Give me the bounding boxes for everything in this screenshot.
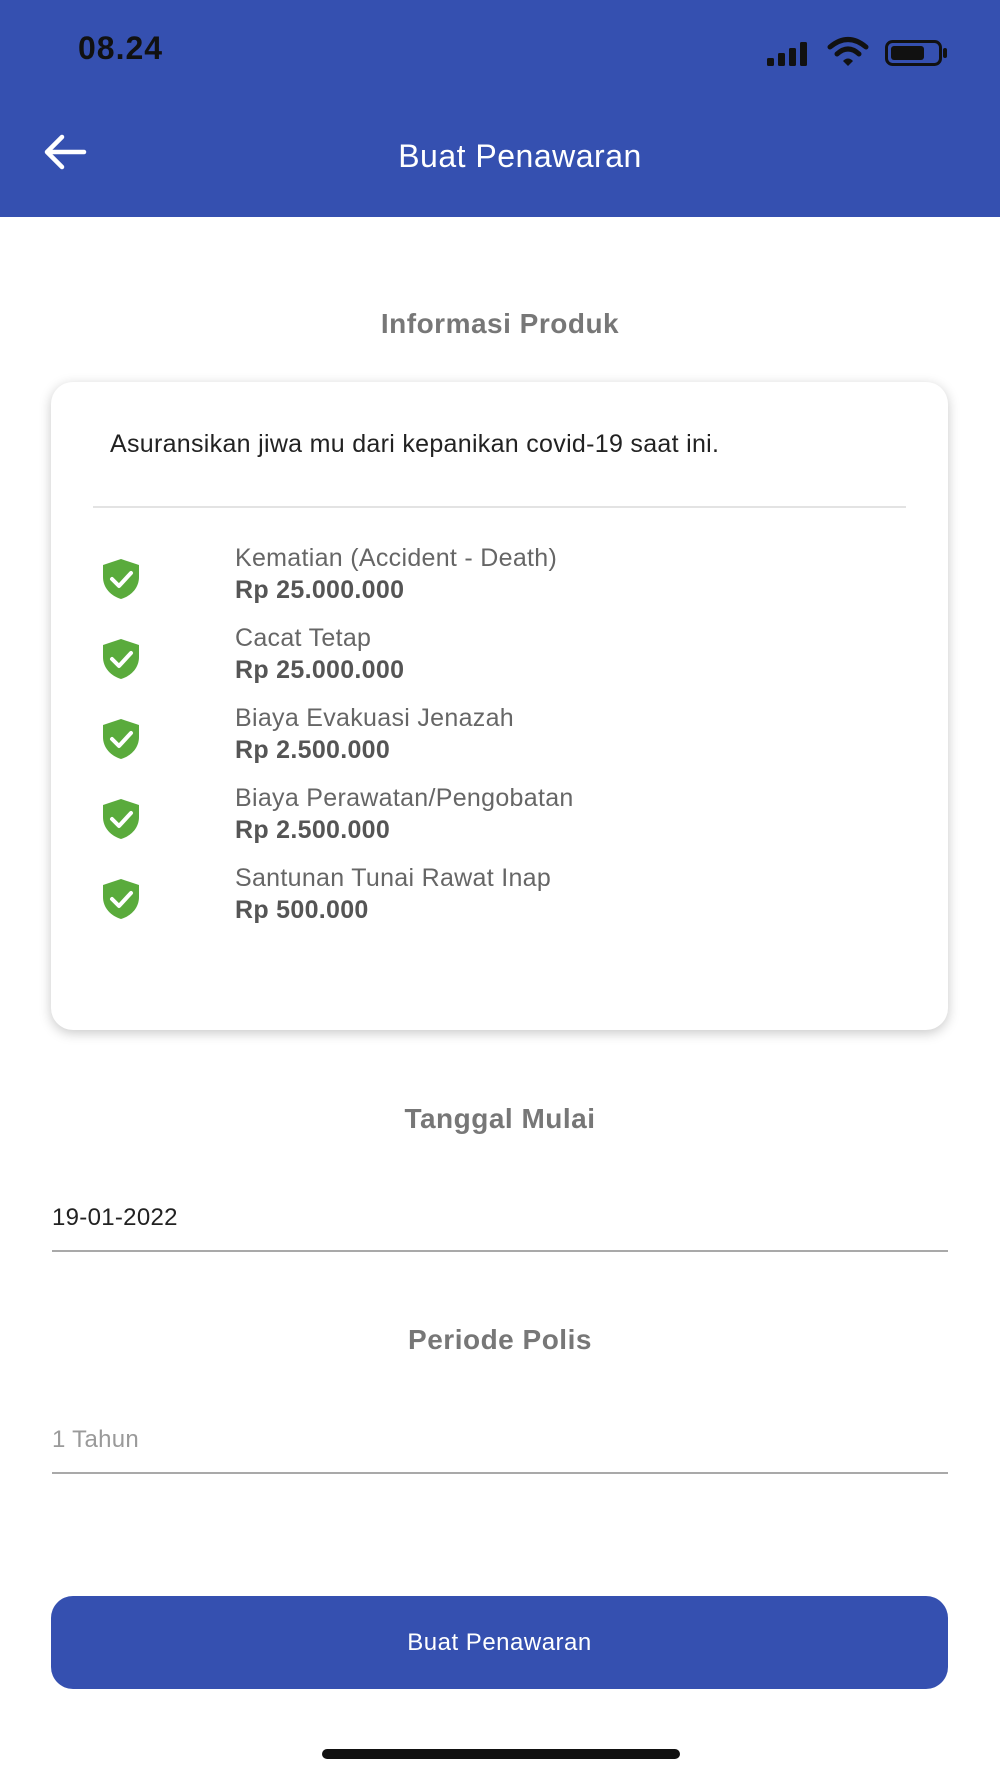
create-offer-button[interactable]: Buat Penawaran — [51, 1596, 948, 1689]
benefit-item — [91, 624, 891, 694]
benefit-amount: Rp 25.000.000 — [235, 576, 405, 604]
benefit-name: Cacat Tetap — [235, 624, 372, 652]
product-info-card — [51, 382, 948, 1030]
policy-period-underline — [52, 1472, 948, 1474]
shield-check-icon — [99, 877, 143, 921]
shield-check-icon — [99, 557, 143, 601]
benefit-item — [91, 864, 891, 934]
policy-period-field — [52, 1410, 948, 1474]
shield-check-icon — [99, 797, 143, 841]
policy-period-input[interactable] — [52, 1410, 948, 1470]
benefit-name: Kematian (Accident - Death) — [235, 544, 558, 572]
start-date-input[interactable] — [52, 1188, 948, 1248]
product-info-title: Informasi Produk — [380, 308, 620, 339]
benefit-name: Santunan Tunai Rawat Inap — [235, 864, 552, 892]
page-title: Buat Penawaran — [398, 138, 642, 174]
home-indicator — [322, 1749, 680, 1759]
app-header — [0, 0, 1000, 217]
start-date-underline — [52, 1250, 948, 1252]
status-icons — [767, 36, 952, 70]
start-date-field — [52, 1188, 948, 1252]
start-date-title: Tanggal Mulai — [404, 1103, 596, 1134]
benefit-item — [91, 784, 891, 854]
product-description: Asuransikan jiwa mu dari kepanikan covid-19 saat ini. — [110, 430, 720, 458]
benefit-amount: Rp 2.500.000 — [235, 736, 391, 764]
wifi-icon — [827, 36, 869, 66]
card-divider — [93, 506, 906, 508]
benefit-item — [91, 704, 891, 774]
benefit-name: Biaya Evakuasi Jenazah — [235, 704, 514, 732]
battery-icon — [885, 40, 949, 66]
benefit-amount: Rp 2.500.000 — [235, 816, 391, 844]
benefit-amount: Rp 500.000 — [235, 896, 369, 924]
policy-period-title: Periode Polis — [408, 1324, 592, 1355]
shield-check-icon — [99, 637, 143, 681]
shield-check-icon — [99, 717, 143, 761]
benefit-amount: Rp 25.000.000 — [235, 656, 405, 684]
benefit-item — [91, 544, 891, 614]
cellular-signal-icon — [767, 42, 811, 66]
benefit-name: Biaya Perawatan/Pengobatan — [235, 784, 574, 812]
status-time: 08.24 — [78, 30, 164, 66]
